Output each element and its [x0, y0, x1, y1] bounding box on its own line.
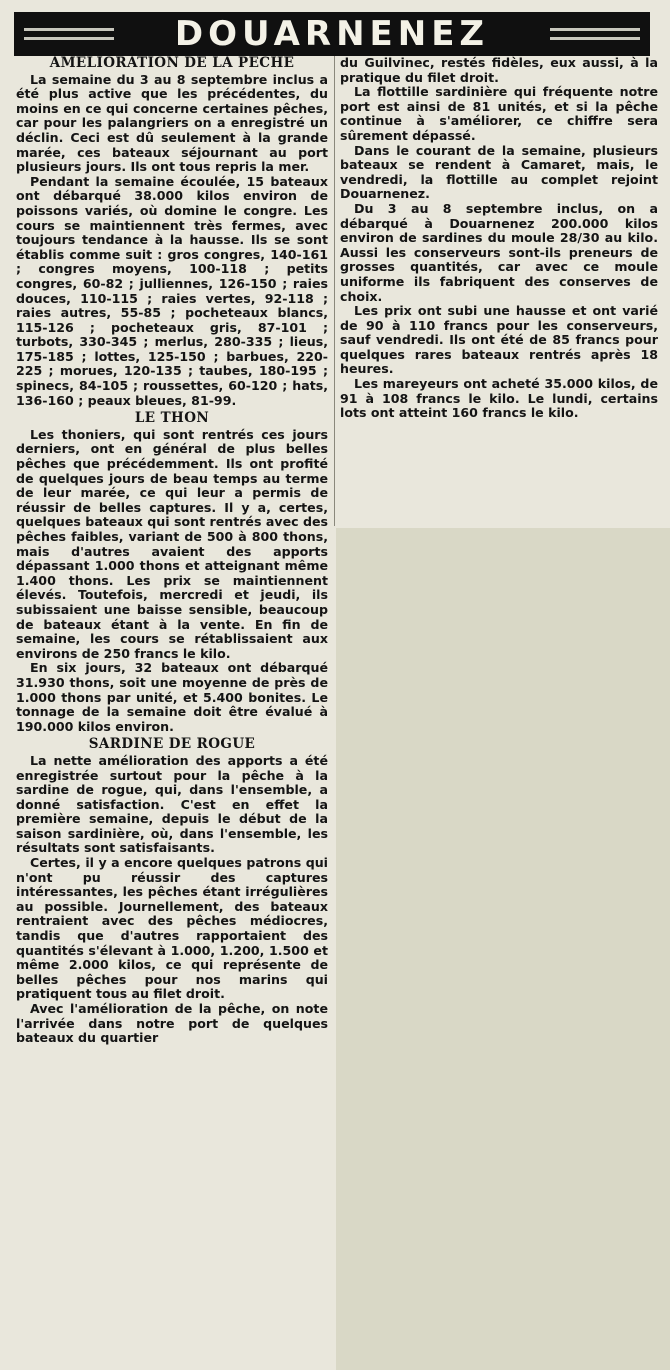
paragraph: La flottille sardinière qui fréquente notre port est ainsi de 81 unités, et si la pêche continue à s'améliorer, ce chiffre sera sûrement dépassé. [340, 84, 658, 143]
article-column-left [16, 56, 328, 1046]
paragraph: En six jours, 32 bateaux ont débarqué 31.930 thons, soit une moyenne de près de 1.000 thons par unité, et 5.400 bonites. Le tonnage de la semaine doit être évalué à 190.000 kilos environ. [16, 660, 328, 734]
masthead-banner [14, 12, 650, 56]
masthead-title: DOUARNENEZ [174, 14, 490, 54]
masthead-ornament-left [24, 12, 114, 56]
paragraph: Pendant la semaine écoulée, 15 bateaux ont débarqué 38.000 kilos environ de poissons variés, où domine le congre. Les cours se maintiennent très fermes, avec toujours tendance à la hausse. Ils se sont établis comme suit : gros congres, 140-161 ; congres moyens, 100-118 ; petits congres, 60-82 ; julliennes, 126-150 ; raies douces, 110-115 ; raies vertes, 92-118 ; raies autres, 55-85 ; pocheteaux blancs, 115-126 ; pocheteaux gris, 87-101 ; turbots, 330-345 ; merlus, 280-335 ; lieus, 175-185 ; lottes, 125-150 ; barbues, 220-225 ; morues, 120-135 ; taubes, 180-195 ; spinecs, 84-105 ; roussettes, 60-120 ; hats, 136-160 ; peaux bleues, 81-99. [16, 173, 328, 408]
paragraph: Certes, il y a encore quelques patrons qui n'ont pu réussir des captures intéressantes, les pêches étant irrégulières au possible. Journellement, des bateaux rentraient avec des pêches médiocres, tandis que d'autres rapportaient des quantités s'élevant à 1.000, 1.200, 1.500 et même 2.000 kilos, ce qui représente de belles pêches pour nos marins qui pratiquent tous au filet droit. [16, 855, 328, 1002]
masthead-ornament-right [550, 12, 640, 56]
section-heading-amelioration: AMÉLIORATION DE LA PÊCHE [49, 55, 295, 71]
paragraph: La nette amélioration des apports a été enregistrée surtout pour la pêche à la sardine de rogue, qui, dans l'ensemble, a donné satisfaction. C'est en effet la première semaine, depuis le début de la saison sardinière, où, dans l'ensemble, les résultats sont satisfaisants. [16, 752, 328, 856]
paragraph: Avec l'amélioration de la pêche, on note l'arrivée dans notre port de quelques bateaux du quartier [16, 1001, 328, 1046]
paragraph: Les thoniers, qui sont rentrés ces jours derniers, ont en général de plus belles pêches que précédemment. Ils ont profité de quelques jours de beau temps au terme de leur marée, ce qui leur a permis de réussir de belles captures. Il y a, certes, quelques bateaux qui sont rentrés avec des pêches faibles, variant de 500 à 800 thons, mais d'autres avaient des apports dépassant 1.000 thons et atteignant même 1.400 thons. Les prix se maintiennent élevés. Toutefois, mercredi et jeudi, ils subissaient une baisse sensible, beaucoup de bateaux étant à la vente. En fin de semaine, les cours se rétablissaient aux environs de 250 francs le kilo. [16, 426, 329, 661]
column-divider [334, 56, 335, 526]
paragraph: Dans le courant de la semaine, plusieurs bateaux se rendent à Camaret, mais, le vendredi, la flottille au complet rejoint Douarnenez. [340, 142, 658, 202]
paragraph: La semaine du 3 au 8 septembre inclus a été plus active que les précédentes, du moins en ce qui concerne certaines pêches, car pour les palangriers on a enregistré un déclin. Ceci est dû seulement à la grande marée, ces bateaux séjournant au port plusieurs jours. Ils ont tous repris la mer. [16, 71, 328, 175]
section-heading-thon: LE THON [134, 410, 210, 427]
paragraph: Les prix ont subi une hausse et ont varié de 90 à 110 francs pour les conserveurs, sauf vendredi. Ils ont été de 85 francs pour quelques rares bateaux rentrés après 18 heures. [340, 303, 658, 377]
article-column-right [340, 56, 658, 421]
paragraph: du Guilvinec, restés fidèles, eux aussi, à la pratique du filet droit. [340, 55, 658, 85]
paragraph: Du 3 au 8 septembre inclus, on a débarqué à Douarnenez 200.000 kilos environ de sardines du moule 28/30 au kilo. Aussi les conserveurs sont-ils preneurs de grosses quantités, car avec ce moule uniforme ils fabriquent des conserves de choix. [340, 200, 658, 304]
paragraph: Les mareyeurs ont acheté 35.000 kilos, de 91 à 108 francs le kilo. Le lundi, certains lots ont atteint 160 francs le kilo. [340, 376, 658, 421]
section-heading-sardine: SARDINE DE ROGUE [88, 736, 256, 753]
